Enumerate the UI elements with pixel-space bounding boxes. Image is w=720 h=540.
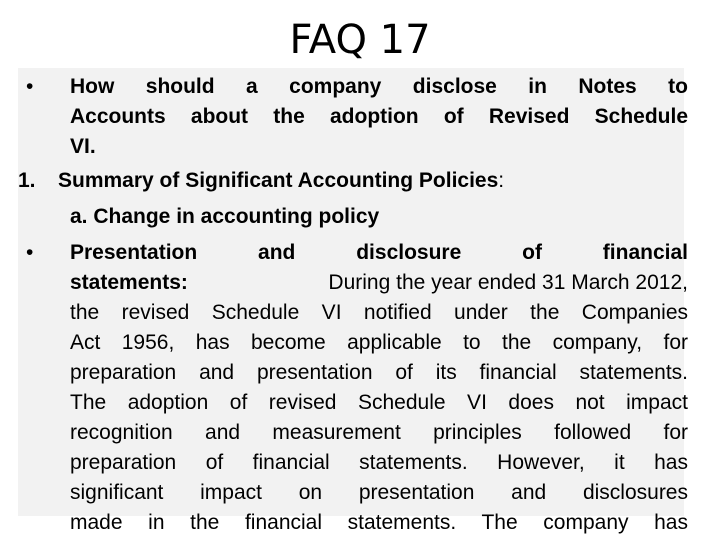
lead-word: and xyxy=(258,241,296,264)
answer-line: The adoption of revised Schedule VI does not impact xyxy=(70,391,688,414)
lead-word: financial xyxy=(602,241,688,264)
numbered-heading-suffix: : xyxy=(498,169,505,192)
answer-line: significant impact on presentation and disclosures xyxy=(70,481,688,504)
answer-line: made in the financial statements. The company has xyxy=(70,511,688,534)
answer-line: Act 1956, has become applicable to the company, for xyxy=(70,331,688,354)
lead-word: disclosure xyxy=(356,241,462,264)
answer-line: preparation of financial statements. However, it has xyxy=(70,451,688,474)
answer-line-1-rest: During the year ended 31 March 2012, xyxy=(328,271,688,294)
question-line-3: VI. xyxy=(70,135,96,158)
bullet-marker: • xyxy=(26,75,34,98)
number-marker: 1. xyxy=(18,169,36,192)
numbered-heading: Summary of Significant Accounting Policies xyxy=(58,169,499,192)
bullet-marker: • xyxy=(26,241,34,264)
lead-word: Presentation xyxy=(70,241,198,264)
lead-word: of xyxy=(522,241,542,264)
answer-line: recognition and measurement principles followed for xyxy=(70,421,688,444)
slide-title: FAQ 17 xyxy=(289,17,431,63)
answer-line: preparation and presentation of its financial statements. xyxy=(70,361,688,384)
question-line-2: Accounts about the adoption of Revised Schedule xyxy=(70,105,688,128)
question-line-1: How should a company disclose in Notes to xyxy=(70,75,688,98)
answer-lead-line xyxy=(70,238,688,268)
answer-line-1 xyxy=(70,268,688,298)
sub-item: a. Change in accounting policy xyxy=(70,205,380,228)
answer-line: the revised Schedule VI notified under the Companies xyxy=(70,301,688,324)
lead-end: statements: xyxy=(70,271,188,294)
